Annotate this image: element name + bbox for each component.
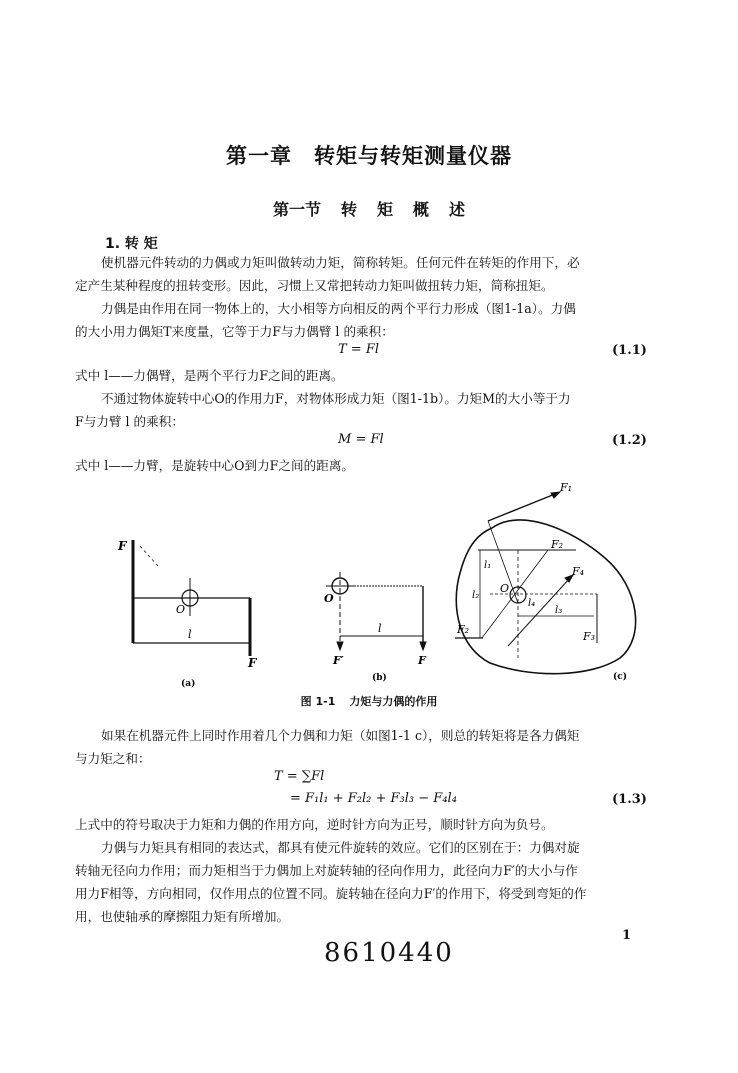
equation-number: (1.2) bbox=[612, 433, 647, 448]
equation-1-2: M = Fl bbox=[338, 432, 384, 447]
label-F-bottom: F bbox=[248, 656, 257, 670]
label-l4: l₄ bbox=[528, 598, 536, 609]
label-a: (a) bbox=[181, 679, 196, 688]
label-O: O bbox=[324, 592, 334, 605]
label-F3: F₃ bbox=[583, 630, 596, 643]
chapter-text: 转矩与转矩测量仪器 bbox=[314, 144, 512, 168]
label-l1: l₁ bbox=[484, 560, 492, 571]
section-word: 概 bbox=[413, 200, 430, 219]
section-number: 第一节 bbox=[272, 200, 321, 219]
label-l: l bbox=[188, 628, 192, 641]
label-l3: l₃ bbox=[555, 605, 563, 616]
paragraph-line: 力偶是由作用在同一物体上的，大小相等方向相反的两个平行力形成（图1-1a）。力偶 bbox=[101, 301, 576, 316]
label-b: (b) bbox=[372, 673, 387, 683]
paragraph-line: 与力矩之和： bbox=[75, 751, 151, 766]
subsection-heading: 1. 转 矩 bbox=[105, 236, 158, 252]
paragraph-line: 上式中的符号取决于力矩和力偶的作用方向，逆时针方向为正号，顺时针方向为负号。 bbox=[75, 817, 554, 832]
chapter-title bbox=[0, 140, 738, 170]
paragraph-line: F与力臂 l 的乘积： bbox=[75, 414, 184, 429]
paragraph-line: 定产生某种程度的扭转变形。因此，习惯上又常把转动力矩叫做扭转力矩，简称扭矩。 bbox=[75, 278, 554, 293]
stamp-number: 8610440 bbox=[324, 938, 454, 968]
label-F: F bbox=[418, 654, 426, 667]
chapter-number: 第一章 bbox=[226, 144, 292, 168]
label-O: O bbox=[500, 582, 510, 595]
equation-1-1: T = Fl bbox=[338, 342, 380, 357]
paragraph-line: 的大小用力偶矩T来度量，它等于力F与力偶臂 l 的乘积： bbox=[75, 324, 394, 339]
caption-text: 力矩与力偶的作用 bbox=[349, 695, 438, 708]
paragraph-line: 不通过物体旋转中心O的作用力F，对物体形成力矩（图1-1b）。力矩M的大小等于力 bbox=[101, 391, 571, 406]
label-F2-top: F₂ bbox=[551, 538, 564, 551]
equation-1-3-line2: = F₁l₁ + F₂l₂ + F₃l₃ − F₄l₄ bbox=[290, 791, 457, 806]
body-outline bbox=[456, 520, 635, 674]
label-F-prime: F′ bbox=[333, 654, 344, 667]
paragraph-line: 用力F相等，方向相同，仅作用点的位置不同。旋转轴在径向力F′的作用下，将受到弯矩的作 bbox=[75, 886, 587, 901]
section-word: 矩 bbox=[376, 200, 393, 219]
label-F1: F₁ bbox=[560, 481, 573, 494]
figure-b bbox=[326, 572, 426, 650]
label-F-top: F bbox=[118, 539, 127, 553]
figure-c bbox=[455, 492, 636, 674]
paragraph-line: 如果在机器元件上同时作用着几个力偶和力矩（如图1-1 c），则总的转矩将是各力偶矩 bbox=[101, 728, 580, 743]
label-F4: F₄ bbox=[572, 565, 585, 578]
label-F2-bottom: F₂ bbox=[457, 623, 470, 636]
paragraph-line: 用，也使轴承的摩擦阻力矩有所增加。 bbox=[75, 909, 290, 924]
figure-1-1 bbox=[100, 478, 660, 688]
label-O: O bbox=[176, 603, 186, 616]
equation-number: (1.1) bbox=[612, 343, 647, 358]
equation-1-3-line1: T = ∑Fl bbox=[274, 769, 325, 784]
where-clause: 式中 l——力臂，是旋转中心O到力F之间的距离。 bbox=[75, 458, 354, 473]
page-number: 1 bbox=[622, 928, 632, 943]
paragraph-line: 转轴无径向力作用；而力矩相当于力偶加上对旋转轴的径向作用力，此径向力F′的大小与作 bbox=[75, 863, 578, 878]
section-word: 述 bbox=[449, 200, 466, 219]
section-title bbox=[0, 197, 738, 220]
equation-number: (1.3) bbox=[612, 792, 647, 807]
caption-number: 图 1-1 bbox=[300, 695, 336, 708]
figure-caption bbox=[0, 693, 738, 709]
paragraph-line: 使机器元件转动的力偶或力矩叫做转动力矩，简称转矩。任何元件在转矩的作用下，必 bbox=[101, 255, 580, 270]
paragraph-line: 力偶与力矩具有相同的表达式，都具有使元件旋转的效应。它们的区别在于：力偶对旋 bbox=[101, 840, 580, 855]
where-clause: 式中 l——力偶臂，是两个平行力F之间的距离。 bbox=[75, 368, 344, 383]
label-c: (c) bbox=[613, 672, 627, 682]
label-l: l bbox=[378, 622, 382, 635]
section-word: 转 bbox=[340, 200, 357, 219]
label-l2: l₂ bbox=[472, 590, 480, 601]
